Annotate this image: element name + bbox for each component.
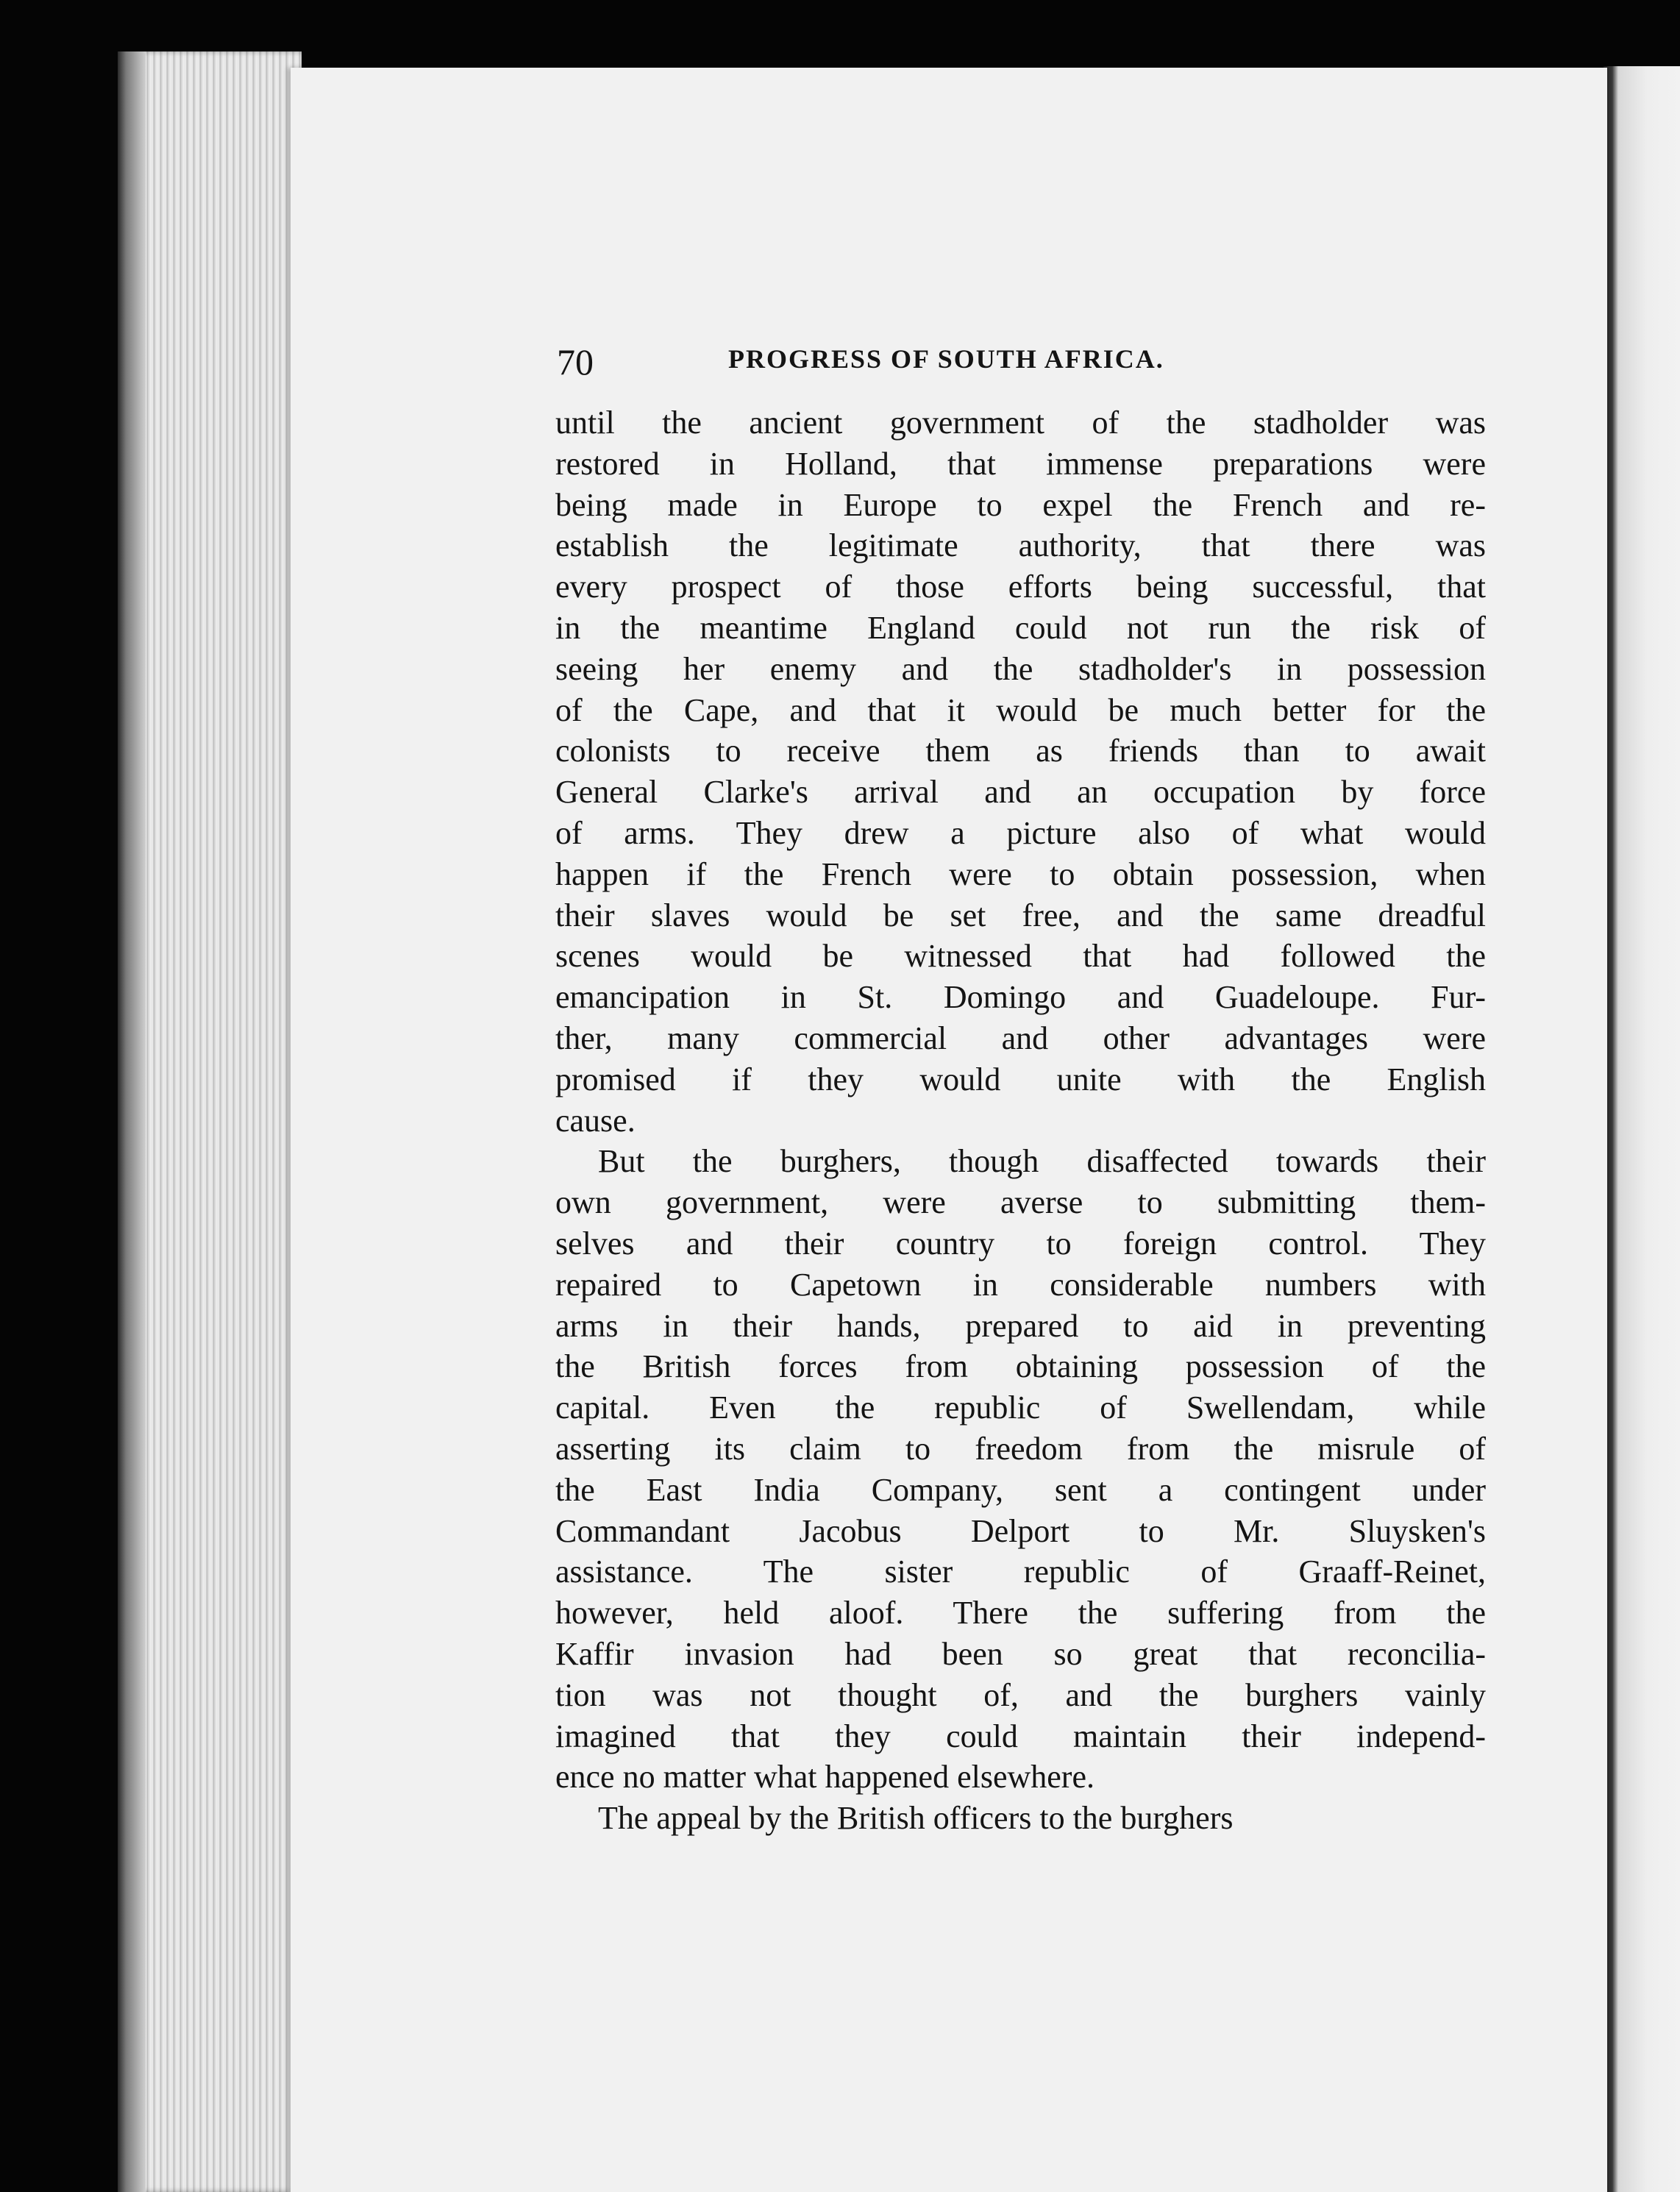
text-line: of arms. They drew a picture also of what would [555, 814, 1486, 851]
text-block [555, 402, 1486, 1839]
text-line: being made in Europe to expel the French and re- [555, 486, 1486, 523]
text-line: the British forces from obtaining possession of the [555, 1348, 1486, 1385]
text-line: But the burghers, though disaffected towards their [598, 1143, 1486, 1180]
text-line: promised if they would unite with the English [555, 1061, 1486, 1097]
text-line: ence no matter what happened elsewhere. [555, 1759, 1095, 1796]
page-number: 70 [557, 341, 594, 382]
text-line: selves and their country to foreign control. They [555, 1225, 1486, 1262]
text-line: General Clarke's arrival and an occupation by force [555, 774, 1486, 811]
text-line: seeing her enemy and the stadholder's in possession [555, 650, 1486, 687]
text-line: own government, were averse to submitting them- [555, 1184, 1486, 1221]
running-head [555, 336, 1486, 395]
text-line: assistance. The sister republic of Graaff-Reinet, [555, 1554, 1486, 1590]
text-line: Commandant Jacobus Delport to Mr. Sluysken's [555, 1512, 1486, 1549]
text-line: cause. [555, 1102, 636, 1139]
paragraph [555, 402, 1486, 1141]
text-line: in the meantime England could not run the risk of [555, 609, 1486, 646]
text-line: scenes would be witnessed that had followed the [555, 938, 1486, 975]
paragraph [555, 1141, 1486, 1798]
text-line: capital. Even the republic of Swellendam, while [555, 1389, 1486, 1426]
text-line: tion was not thought of, and the burghers vainly [555, 1676, 1486, 1713]
text-line: however, held aloof. There the suffering from the [555, 1595, 1486, 1631]
book-page [291, 68, 1607, 2192]
running-title: PROGRESS OF SOUTH AFRICA. [728, 344, 1164, 374]
text-line: their slaves would be set free, and the same dreadful [555, 897, 1486, 933]
text-line: emancipation in St. Domingo and Guadeloupe. Fur- [555, 979, 1486, 1016]
text-line: every prospect of those efforts being successful, that [555, 569, 1486, 605]
facing-page-edge [1604, 66, 1680, 2192]
text-line: restored in Holland, that immense preparations were [555, 445, 1486, 482]
text-line: establish the legitimate authority, that there was [555, 527, 1486, 564]
text-line: imagined that they could maintain their independ- [555, 1718, 1486, 1754]
text-line: until the ancient government of the stadholder was [555, 405, 1486, 441]
text-line: repaired to Capetown in considerable numbers with [555, 1266, 1486, 1303]
book-binding [118, 51, 146, 2192]
text-line: arms in their hands, prepared to aid in preventing [555, 1307, 1486, 1344]
text-line: happen if the French were to obtain possession, when [555, 855, 1486, 892]
text-line: of the Cape, and that it would be much better for the [555, 691, 1486, 728]
text-line: asserting its claim to freedom from the misrule of [555, 1430, 1486, 1467]
text-line: the East India Company, sent a contingent under [555, 1471, 1486, 1508]
paragraph [555, 1798, 1486, 1839]
text-line: ther, many commercial and other advantages were [555, 1020, 1486, 1056]
text-line: Kaffir invasion had been so great that reconcilia- [555, 1635, 1486, 1672]
page-body [555, 336, 1486, 1839]
text-line: colonists to receive them as friends than to await [555, 733, 1486, 769]
text-line: The appeal by the British officers to the burghers [598, 1800, 1234, 1837]
